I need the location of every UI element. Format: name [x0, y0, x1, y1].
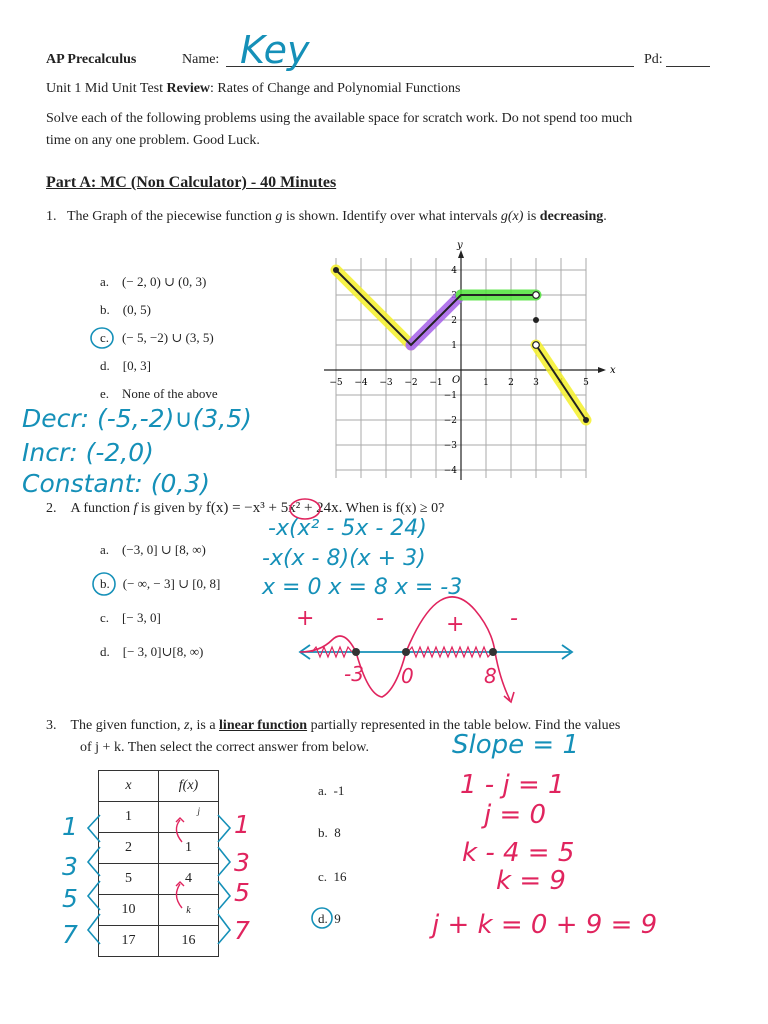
- q2-work-line-2: -x(x - 8)(x + 3): [262, 546, 426, 571]
- svg-text:2: 2: [508, 378, 514, 388]
- sign-minus-1: -: [376, 606, 384, 631]
- q2-prompt: 2. A function f is given by f(x) = −x³ + 5x² + 24x. When is f(x) ≥ 0?: [46, 500, 445, 516]
- q3-option-a[interactable]: a. -1: [318, 783, 345, 798]
- name-label: Name:: [182, 52, 220, 67]
- svg-text:−5: −5: [329, 378, 343, 388]
- q3-work-line-2: j = 0: [484, 800, 547, 830]
- q2-work-line-3: x = 0 x = 8 x = -3: [262, 575, 463, 600]
- q3-slope-note: Slope = 1: [452, 730, 579, 760]
- course-title: AP Precalculus: [46, 52, 137, 67]
- root-label-8: 8: [484, 664, 497, 688]
- right-diff-3: 3: [234, 848, 250, 877]
- svg-text:−1: −1: [443, 391, 457, 401]
- q1-option-a[interactable]: a. (− 2, 0) ∪ (0, 3): [100, 274, 207, 289]
- q3-work-line-1: 1 - j = 1: [460, 770, 565, 800]
- q1-prompt: 1. The Graph of the piecewise function g is shown. Identify over what intervals g(x) is decreasing.: [46, 209, 607, 224]
- root-label-0: 0: [401, 664, 414, 688]
- q2-option-b[interactable]: b. (− ∞, − 3] ∪ [0, 8]: [100, 576, 221, 591]
- table-row: 5 4: [99, 864, 219, 895]
- sign-plus-1: +: [296, 606, 315, 631]
- table-header-x: x: [99, 771, 159, 802]
- q1-option-c[interactable]: c. (− 5, −2) ∪ (3, 5): [100, 330, 214, 345]
- q1-note-increasing: Incr: (-2,0): [22, 438, 154, 467]
- y-axis-label: y: [457, 240, 463, 251]
- q2-work-line-1: -x(x² - 5x - 24): [268, 516, 427, 541]
- svg-text:−4: −4: [443, 466, 457, 476]
- right-diff-5: 5: [234, 878, 250, 907]
- x-axis-label: x: [610, 365, 616, 376]
- svg-text:1: 1: [451, 341, 457, 351]
- q3-option-b[interactable]: b. 8: [318, 825, 341, 840]
- svg-text:−4: −4: [354, 378, 368, 388]
- q3-prompt-line-1: 3. The given function, z, is a linear function partially represented in the table below. Find the values: [46, 718, 621, 733]
- table-row: 1 j: [99, 802, 219, 833]
- pd-label: Pd:: [644, 52, 663, 67]
- q1-option-b[interactable]: b. (0, 5): [100, 302, 151, 317]
- q3-option-c[interactable]: c. 16: [318, 869, 347, 884]
- svg-text:2: 2: [451, 316, 457, 326]
- root-label-neg3: -3: [344, 662, 364, 686]
- svg-text:4: 4: [451, 266, 457, 276]
- table-row: 17 16: [99, 926, 219, 957]
- q3-option-d[interactable]: d. 9: [318, 911, 341, 926]
- svg-text:−1: −1: [429, 378, 443, 388]
- origin-label: O: [452, 375, 461, 386]
- part-a-title: Part A: MC (Non Calculator) - 40 Minutes: [46, 174, 337, 191]
- svg-text:−3: −3: [443, 441, 457, 451]
- sign-minus-2: -: [510, 606, 518, 631]
- svg-text:1: 1: [483, 378, 489, 388]
- svg-text:3: 3: [533, 378, 539, 388]
- q1-option-d[interactable]: d. [0, 3]: [100, 358, 151, 373]
- right-diff-7: 7: [234, 916, 250, 945]
- q2-option-c[interactable]: c. [− 3, 0]: [100, 610, 161, 625]
- left-diff-1: 1: [62, 812, 78, 841]
- svg-text:5: 5: [583, 378, 589, 388]
- q1-option-e[interactable]: e. None of the above: [100, 386, 218, 401]
- instructions-line-1: Solve each of the following problems using the available space for scratch work. Do not spend too much: [46, 111, 633, 126]
- q3-work-line-4: k = 9: [496, 866, 566, 896]
- right-diff-1: 1: [234, 810, 250, 839]
- svg-text:−2: −2: [443, 416, 457, 426]
- q2-option-a[interactable]: a. (−3, 0] ∪ [8, ∞): [100, 542, 206, 557]
- instructions-line-2: time on any one problem. Good Luck.: [46, 133, 260, 148]
- svg-text:−2: −2: [404, 378, 418, 388]
- left-diff-7: 7: [62, 920, 78, 949]
- unit-heading: Unit 1 Mid Unit Test Review: Rates of Change and Polynomial Functions: [46, 81, 461, 96]
- table-row: 2 1: [99, 833, 219, 864]
- handwritten-name: Key: [240, 28, 310, 72]
- q1-note-decreasing: Decr: (-5,-2)∪(3,5): [22, 404, 252, 433]
- q3-work-line-3: k - 4 = 5: [462, 838, 575, 868]
- svg-text:−3: −3: [379, 378, 393, 388]
- q1-note-constant: Constant: (0,3): [22, 469, 211, 498]
- left-diff-5: 5: [62, 884, 78, 913]
- table-header-fx: f(x): [159, 771, 219, 802]
- sign-plus-2: +: [446, 612, 465, 637]
- q2-option-d[interactable]: d. [− 3, 0]∪[8, ∞): [100, 644, 204, 659]
- left-diff-3: 3: [62, 852, 78, 881]
- q3-work-line-5: j + k = 0 + 9 = 9: [432, 910, 658, 940]
- q3-prompt-line-2: of j + k. Then select the correct answer from below.: [80, 740, 369, 755]
- table-row: 10 k: [99, 895, 219, 926]
